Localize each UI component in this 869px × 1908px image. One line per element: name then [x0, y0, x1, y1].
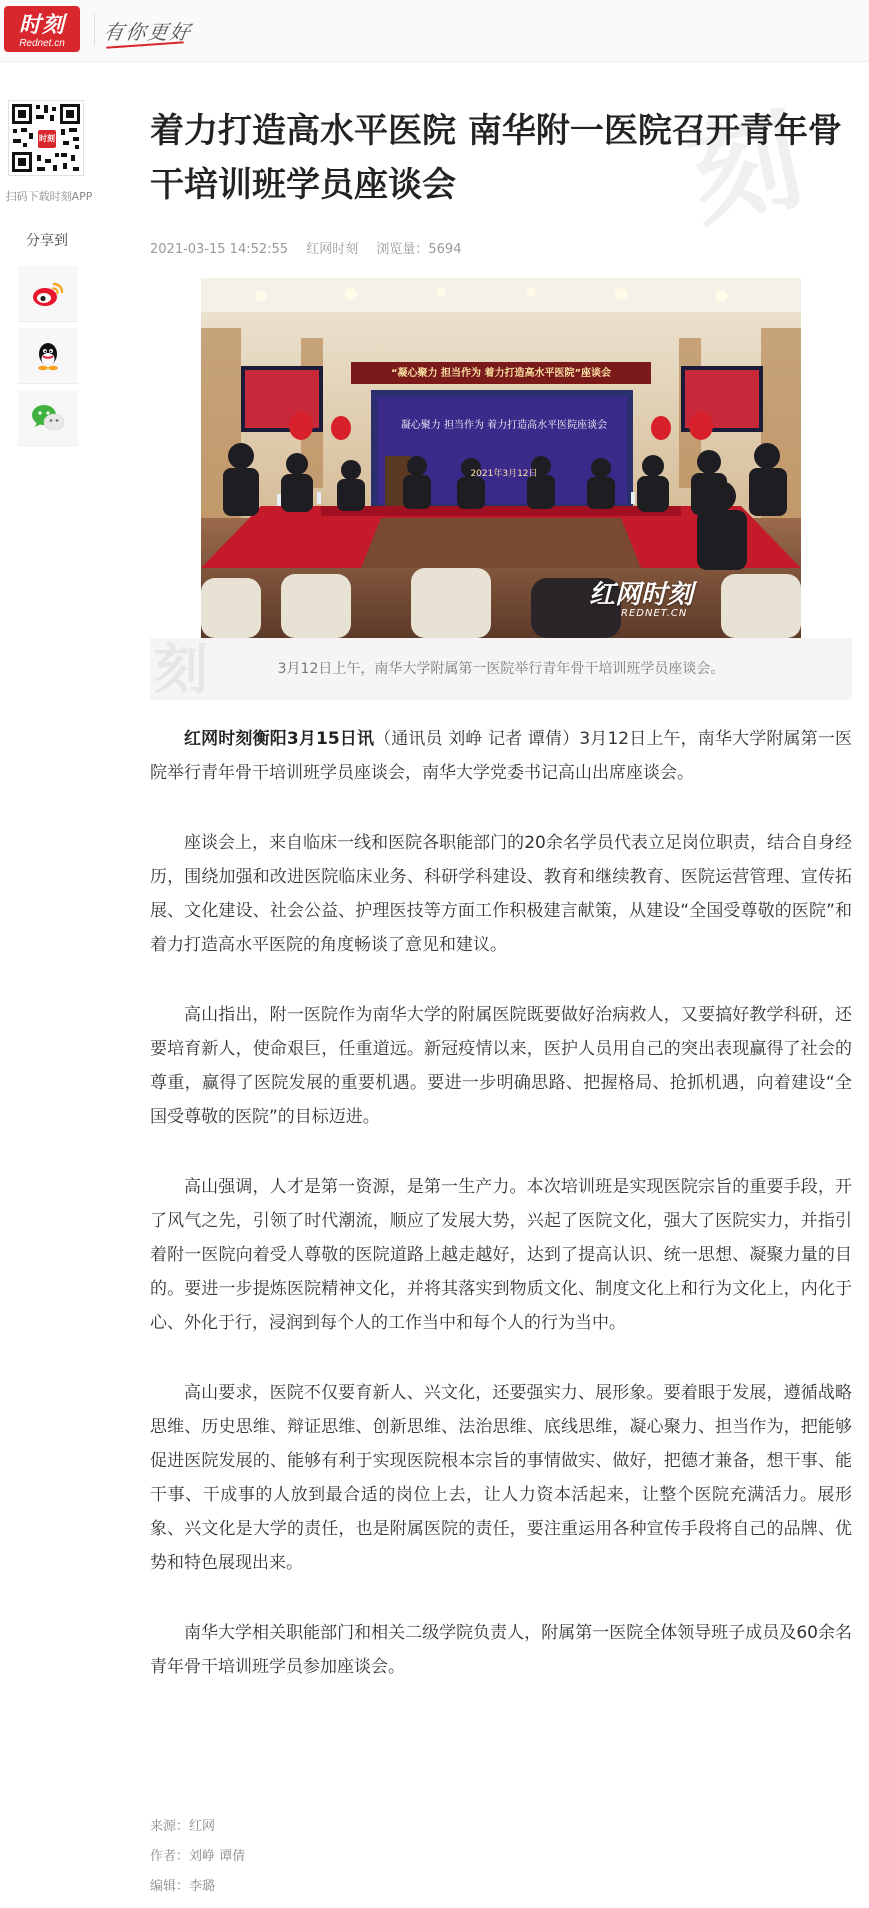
wechat-icon	[31, 404, 65, 432]
article-paragraph-2: 座谈会上，来自临床一线和医院各职能部门的20余名学员代表立足岗位职责，结合自身经历，围绕加强和改进医院临床业务、科研学科建设、教育和继续教育、医院运营管理、宣传拓展、文化建设、社会公益、护理医技等方面工作积极建言献策，从建设“全国受尊敬的医院”和着力打造高水平医院的角度畅谈了意见和建议。	[150, 833, 852, 955]
qr-caption: 扫码下载时刻APP	[5, 190, 93, 203]
qq-icon	[35, 341, 61, 371]
article-photo	[201, 278, 801, 638]
article-figure	[150, 278, 852, 700]
site-header	[0, 0, 869, 62]
article-paragraph-4: 高山强调，人才是第一资源，是第一生产力。本次培训班是实现医院宗旨的重要手段，开了风气之先，引领了时代潮流，顺应了发展大势，兴起了医院文化，强大了医院实力，并指引着附一医院向着受人尊敬的医院道路上越走越好，达到了提高认识、统一思想、凝聚力量的目的。要进一步提炼医院精神文化，并将其落实到物质文化、制度文化上和行为文化上，内化于心、外化于行，浸润到每个人的工作当中和每个人的行为当中。	[150, 1177, 852, 1333]
weibo-icon	[32, 280, 64, 308]
app-download-qr-panel	[0, 88, 98, 208]
photo-banner-text: “凝心聚力 担当作为 着力打造高水平医院”座谈会	[390, 368, 612, 379]
site-logo[interactable]	[4, 6, 80, 52]
article-footer-meta	[150, 1812, 650, 1902]
article-paragraph-6: 南华大学相关职能部门和相关二级学院负责人，附属第一医院全体领导班子成员及60余名青年骨干培训班学员参加座谈会。	[150, 1623, 852, 1677]
article-paragraph-3: 高山指出，附一医院作为南华大学的附属医院既要做好治病救人，又要搞好教学科研，还要培育新人，使命艰巨，任重道远。新冠疫情以来，医护人员用自己的突出表现赢得了社会的尊重，赢得了医院发展的重要机遇。要进一步明确思路、把握格局、抢抓机遇，向着建设“全国受尊敬的医院”的目标迈进。	[150, 1005, 852, 1127]
article-meta	[150, 238, 852, 258]
article-date: 2021-03-15 14:52:55	[150, 242, 289, 257]
article-footer-source: 来源：红网	[150, 1819, 216, 1834]
article-paragraph-1	[150, 722, 852, 790]
photo-caption-bar	[150, 638, 852, 700]
share-qq-button[interactable]	[18, 328, 78, 384]
logo-text: 时刻	[18, 13, 65, 38]
header-slogan: 有你更好	[102, 20, 194, 44]
article-paragraph-1-text: （通讯员 刘峥 记者 谭倩）3月12日上午，南华大学附属第一医院举行青年骨干培训班学员座谈会，南华大学党委书记高山出席座谈会。	[150, 729, 852, 783]
article-footer-editor: 编辑：李璐	[150, 1879, 216, 1894]
article-title: 着力打造高水平医院 南华附一医院召开青年骨干培训班学员座谈会	[150, 111, 842, 205]
photo-watermark-sub: REDNET.CN	[621, 608, 688, 619]
article-source: 红网时刻	[306, 242, 359, 257]
article-body	[150, 722, 852, 1720]
article-paragraph-5: 高山要求，医院不仅要育新人、兴文化，还要强实力、展形象。要着眼于发展，遵循战略思维、历史思维、辩证思维、创新思维、法治思维、底线思维，凝心聚力、担当作为，把能够促进医院发展的、能够有利于实现医院根本宗旨的事情做实、做好，把德才兼备，想干事、能干事、干成事的人放到最合适的岗位上去，让人力资本活起来，让整个医院充满活力。展形象、兴文化是大学的责任，也是附属医院的责任，要注重运用各种宣传手段将自己的品牌、优势和特色展现出来。	[150, 1383, 852, 1573]
article-footer-author: 作者：刘峥 谭倩	[150, 1849, 246, 1864]
article-views: 浏览量：5694	[376, 242, 462, 257]
page-watermark: 刻	[678, 94, 813, 244]
share-wechat-button[interactable]	[18, 390, 78, 446]
qr-code	[8, 100, 84, 176]
share-label: 分享到	[26, 233, 68, 249]
photo-caption: 3月12日上午，南华大学附属第一医院举行青年骨干培训班学员座谈会。	[277, 661, 725, 677]
photo-watermark-main: 红网时刻	[589, 580, 694, 610]
photo-screen-date: 2021年3月12日	[470, 469, 538, 479]
qr-center-logo: 时刻	[36, 128, 58, 150]
share-weibo-button[interactable]	[18, 266, 78, 322]
article-header	[150, 104, 852, 258]
header-divider	[94, 14, 95, 46]
photo-screen-text: 凝心聚力 担当作为 着力打造高水平医院座谈会	[400, 420, 608, 431]
article-lead: 红网时刻衡阳3月15日讯	[184, 729, 375, 749]
caption-watermark: 刻	[154, 637, 208, 701]
logo-subtext: Rednet.cn	[19, 38, 65, 49]
